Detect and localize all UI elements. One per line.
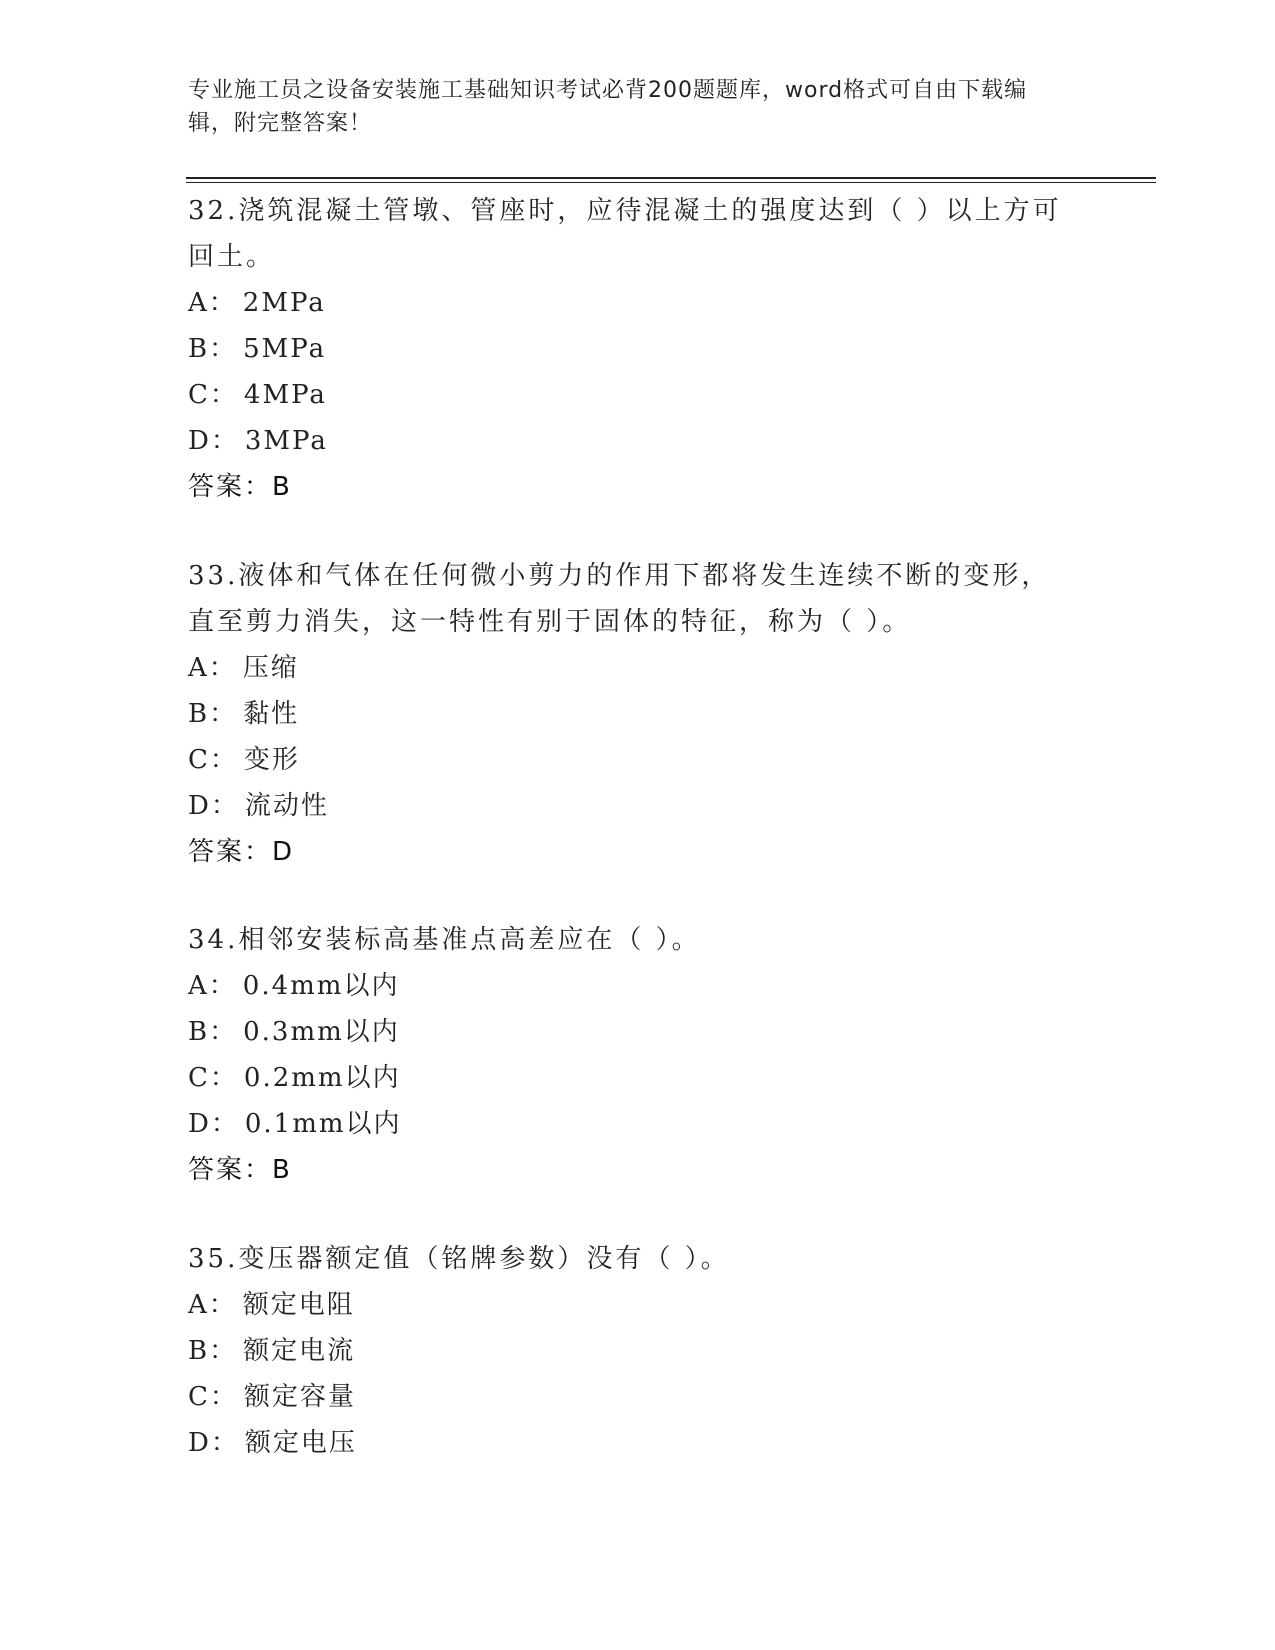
option-value: 0.3mm以内 [243,1017,400,1047]
answer-text: 答案：D [188,837,295,867]
question-text: 34.相邻安装标高基准点高差应在（ ）。 [188,925,701,955]
question-32 [188,188,1068,510]
document-header-title: 专业施工员之设备安装施工基础知识考试必背200题题库，word格式可自由下载编辑，附完整答案！ [188,78,1028,136]
option-value: 额定电阻 [242,1290,355,1320]
option-letter: C： [188,1063,238,1093]
option-value: 黏性 [243,699,300,729]
option-value: 变形 [243,745,300,775]
option-value: 2MPa [242,288,326,318]
option-d [188,783,1068,829]
option-c [188,737,1068,783]
option-letter: C： [188,380,238,410]
option-letter: D： [188,426,239,456]
option-letter: A： [188,288,237,318]
option-letter: B： [188,334,238,364]
option-letter: B： [188,699,238,729]
option-value: 额定电压 [244,1428,357,1458]
answer-text: 答案：B [188,1155,292,1185]
option-b [188,1009,1068,1055]
option-d [188,1420,1068,1466]
option-value: 额定电流 [243,1336,356,1366]
option-value: 4MPa [243,380,327,410]
option-a [188,963,1068,1009]
option-d [188,1101,1068,1147]
option-letter: A： [188,653,237,683]
header-divider-thin [186,182,1156,183]
option-letter: A： [188,1290,237,1320]
question-33 [188,553,1068,875]
option-letter: B： [188,1017,238,1047]
option-value: 3MPa [244,426,328,456]
option-c [188,372,1068,418]
option-value: 流动性 [244,791,329,821]
option-c [188,1055,1068,1101]
option-letter: B： [188,1336,238,1366]
option-b [188,1328,1068,1374]
option-c [188,1374,1068,1420]
option-letter: D： [188,1428,239,1458]
option-value: 5MPa [243,334,327,364]
option-letter: D： [188,791,239,821]
option-value: 额定容量 [243,1382,356,1412]
option-b [188,691,1068,737]
option-value: 0.2mm以内 [243,1063,401,1093]
option-value: 0.4mm以内 [242,971,400,1001]
question-34 [188,917,1068,1193]
option-a [188,645,1068,691]
option-a [188,280,1068,326]
option-letter: C： [188,1382,238,1412]
option-letter: A： [188,971,237,1001]
option-d [188,418,1068,464]
question-text: 33.液体和气体在任何微小剪力的作用下都将发生连续不断的变形，直至剪力消失，这一特性有别于固体的特征，称为（ ）。 [188,561,1051,637]
option-value: 0.1mm以内 [244,1109,402,1139]
option-b [188,326,1068,372]
option-a [188,1282,1068,1328]
option-letter: D： [188,1109,239,1139]
question-35 [188,1236,1068,1466]
question-text: 32.浇筑混凝土管墩、管座时，应待混凝土的强度达到（ ）以上方可回土。 [188,196,1062,272]
option-value: 压缩 [242,653,299,683]
header-divider-thick [186,177,1156,179]
option-letter: C： [188,745,238,775]
question-text: 35.变压器额定值（铭牌参数）没有（ ）。 [188,1244,730,1274]
answer-text: 答案：B [188,472,292,502]
